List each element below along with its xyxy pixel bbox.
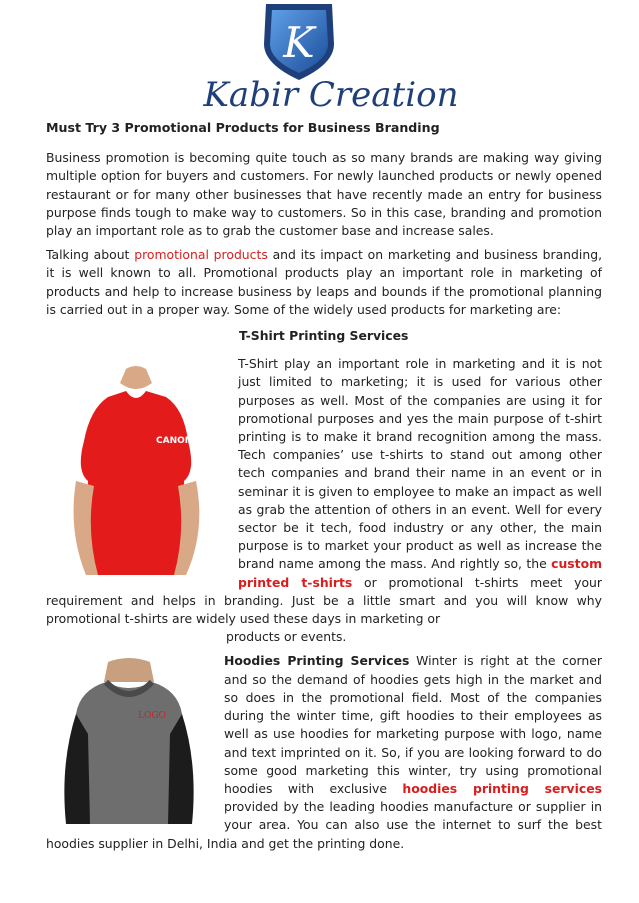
hoodie-print: LOGO xyxy=(138,711,166,722)
intro-paragraph: Business promotion is becoming quite touch as so many brands are making way giving multiple option for buyers and customers. For newly launched products or newly opened restaurant or for many other businesses that have recently made an entry for business purpose finds tough to make way to customers. So in this case, branding and promotion play an important role as to grab the customer base and increase sales. xyxy=(46,150,602,239)
products-text-start: Talking about xyxy=(46,247,135,263)
page-title: Must Try 3 Promotional Products for Business Branding xyxy=(46,120,440,135)
hoodie-text-start: Winter is right at the corner and so the demand of hoodies gets high in the market and so does in the promotional field. Most of the companies during the winter time, gift hoodies to their employees as well as use hoodies for marketing purpose with logo, name and text imprinted on it. So, if you are looking forward to do some good marketing this winter, try using promotional hoodies with exclusive xyxy=(224,653,602,796)
tshirt-text-end: or promotional t-shirts meet your requirement and helps in branding. Just be a little smart and you will know why promotional t-shirts are widely used these days in marketing or xyxy=(46,574,602,627)
promotional-products-link[interactable]: promotional products xyxy=(134,247,268,263)
tshirt-heading: T-Shirt Printing Services xyxy=(239,328,409,344)
tshirt-tail: products or events. xyxy=(226,629,347,645)
products-text-end: and its impact on marketing and business branding, it is well known to all. Promotional products play an important role in marketing of products and help to increase business by leaps and bounds if the promotional planning is carried out in a proper way. Some of the widely used products for marketing are: xyxy=(46,247,603,317)
red-tshirt-image xyxy=(46,361,226,575)
document-body xyxy=(46,119,602,859)
tshirt-print: CANON xyxy=(156,436,193,447)
hoodie-text-end: provided by the leading hoodies manufacture or supplier in your area. You can also use the internet to surf the best hoodies supplier in Delhi, India and get the printing done. xyxy=(46,799,602,851)
grey-hoodie-image xyxy=(46,654,212,824)
products-paragraph xyxy=(46,246,602,319)
logo-brand-text: Kabir Creation xyxy=(203,75,459,114)
logo-letter: K xyxy=(283,18,315,67)
kabir-creation-logo xyxy=(196,2,466,114)
tshirt-text-start: T-Shirt play an important role in marketing and it is not just limited to marketing; it is used for various other purposes as well. Most of the companies are using it for promotional purposes and yes the main purpose of t-shirt printing is to make it brand recognition among the mass. Tech companies’ use t-shirts to stand out among other tech companies and brand their name in an event or in seminar it is given to employee to make an impact as well as grab the attention of others in an event. Well for every sector be it tech, food industry or any other, the main purpose is to market your product as well as increase the brand name among the mass. And rightly so, the xyxy=(238,356,602,572)
custom-printed-tshirts-link[interactable]: custom printed t-shirts xyxy=(238,556,602,590)
hoodies-printing-services-link[interactable]: hoodies printing services xyxy=(402,780,602,796)
hoodie-heading: Hoodies Printing Services xyxy=(224,653,410,669)
